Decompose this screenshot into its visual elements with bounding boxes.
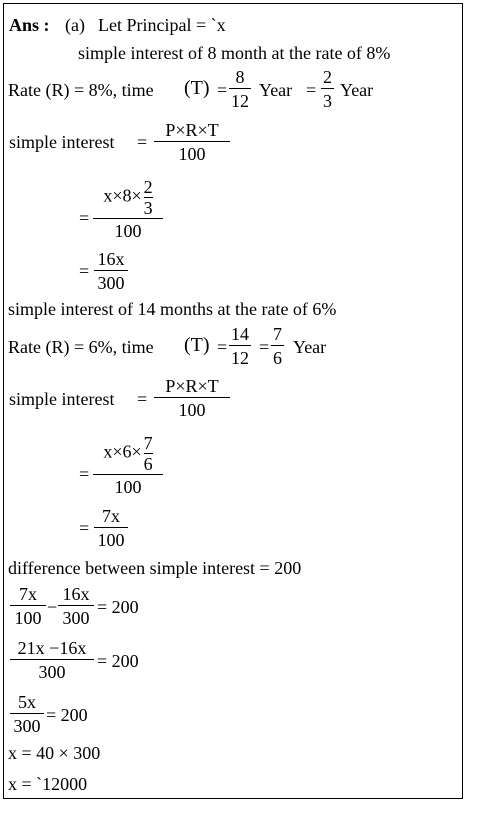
rate1-fraction (229, 67, 251, 111)
step1a-fraction (93, 178, 163, 241)
time-T-2: (T) (184, 334, 210, 356)
si-formula-den: 100 (178, 144, 206, 164)
si-eq-1: = (137, 132, 148, 152)
step1a-inner-fraction (144, 178, 153, 217)
fraction-bar (271, 345, 284, 346)
fraction-bar (93, 218, 163, 219)
fraction-bar (94, 270, 128, 271)
rate1-fraction2-den: 3 (323, 91, 332, 111)
fraction-bar (154, 397, 230, 398)
step2a-numerator (101, 434, 154, 473)
si-formula-2 (154, 376, 230, 420)
time-T: (T) (184, 77, 210, 99)
step2b-fraction (94, 506, 128, 550)
step2a-inner-num: 7 (143, 433, 153, 453)
rate2-fraction-num: 14 (231, 324, 249, 344)
step1b-num: 16x (97, 249, 125, 269)
diff3-rhs: = 200 (46, 705, 88, 725)
diff2-num: 21x −16x (17, 638, 87, 658)
step2b-num: 7x (102, 506, 120, 526)
si-eq-2: = (137, 389, 148, 409)
fraction-bar (10, 713, 44, 714)
diff2-rhs: = 200 (97, 651, 139, 671)
rate2-prefix: Rate (R) = 6%, time (8, 337, 154, 357)
step1b-eq: = (79, 261, 90, 281)
heading-14-months: simple interest of 14 months at the rate of 6% (8, 299, 337, 319)
diff1-b-num: 16x (62, 584, 90, 604)
rate2-eq2: = (259, 337, 270, 357)
fraction-bar (10, 659, 94, 660)
diff3-num: 5x (18, 692, 36, 712)
rate1-eq: = (217, 80, 228, 100)
rate2-fraction2-den: 6 (273, 348, 282, 368)
x-final-answer: x = `12000 (8, 774, 88, 794)
diff1-a-num: 7x (19, 584, 37, 604)
rate1-fraction-den: 12 (231, 91, 249, 111)
diff1-minus: − (47, 597, 58, 617)
rate2-fraction-den: 12 (231, 348, 249, 368)
fraction-bar (94, 527, 128, 528)
step2a-eq: = (79, 464, 90, 484)
step1a-numerator (101, 178, 154, 217)
diff2-den: 300 (38, 662, 66, 682)
diff1-b-den: 300 (62, 608, 90, 628)
step1a-inner-num: 2 (143, 177, 153, 197)
heading-8-month: simple interest of 8 month at the rate of 8% (78, 43, 391, 63)
rate1-fraction2-num: 2 (323, 67, 332, 87)
fraction-bar (93, 474, 163, 475)
si-label-2: simple interest (9, 389, 115, 409)
ans-label: Ans : (9, 15, 50, 35)
rate1-year: Year (259, 80, 293, 100)
diff3-den: 300 (13, 716, 41, 736)
rate1-eq2: = (306, 80, 317, 100)
step1a-inner-den: 3 (143, 198, 153, 218)
rate2-year: Year (293, 337, 327, 357)
fraction-bar (58, 605, 94, 606)
diff1-fraction-a (10, 584, 46, 628)
part-label: (a) (65, 15, 85, 35)
rate2-fraction2-num: 7 (273, 324, 282, 344)
rate1-fraction2 (321, 67, 334, 111)
step1a-eq: = (79, 208, 90, 228)
let-principal: Let Principal = `x (98, 15, 226, 35)
rate1-prefix: Rate (R) = 8%, time (8, 80, 154, 100)
step1b-fraction (94, 249, 128, 293)
diff3-fraction (10, 692, 44, 736)
fraction-bar (321, 88, 334, 89)
step2a-num-prefix: x×6× (103, 441, 142, 462)
diff1-fraction-b (58, 584, 94, 628)
diff2-fraction (10, 638, 94, 682)
diff1-rhs: = 200 (97, 597, 139, 617)
step2a-fraction (93, 434, 163, 497)
fraction-bar (10, 605, 46, 606)
step1a-den: 100 (114, 221, 142, 241)
x-equals-product: x = 40 × 300 (8, 743, 101, 763)
rate1-fraction-num: 8 (235, 67, 245, 87)
step1a-num-prefix: x×8× (103, 185, 142, 206)
fraction-bar (229, 345, 251, 346)
rate2-eq: = (217, 337, 228, 357)
step2a-inner-den: 6 (143, 454, 153, 474)
rate2-fraction (229, 324, 251, 368)
si-formula-num-2: P×R×T (165, 376, 219, 396)
step2b-eq: = (79, 518, 90, 538)
fraction-bar (154, 141, 230, 142)
step2a-den: 100 (114, 477, 142, 497)
step2b-den: 100 (97, 530, 125, 550)
fraction-bar (229, 88, 251, 89)
si-formula-den-2: 100 (178, 400, 206, 420)
step1b-den: 300 (97, 273, 125, 293)
difference-text: difference between simple interest = 200 (8, 558, 302, 578)
si-formula-num: P×R×T (165, 120, 219, 140)
step2a-inner-fraction (144, 434, 153, 473)
rate2-fraction2 (271, 324, 284, 368)
rate1-year2: Year (340, 80, 374, 100)
diff1-a-den: 100 (14, 608, 42, 628)
si-label-1: simple interest (9, 132, 115, 152)
si-formula-1 (154, 120, 230, 164)
